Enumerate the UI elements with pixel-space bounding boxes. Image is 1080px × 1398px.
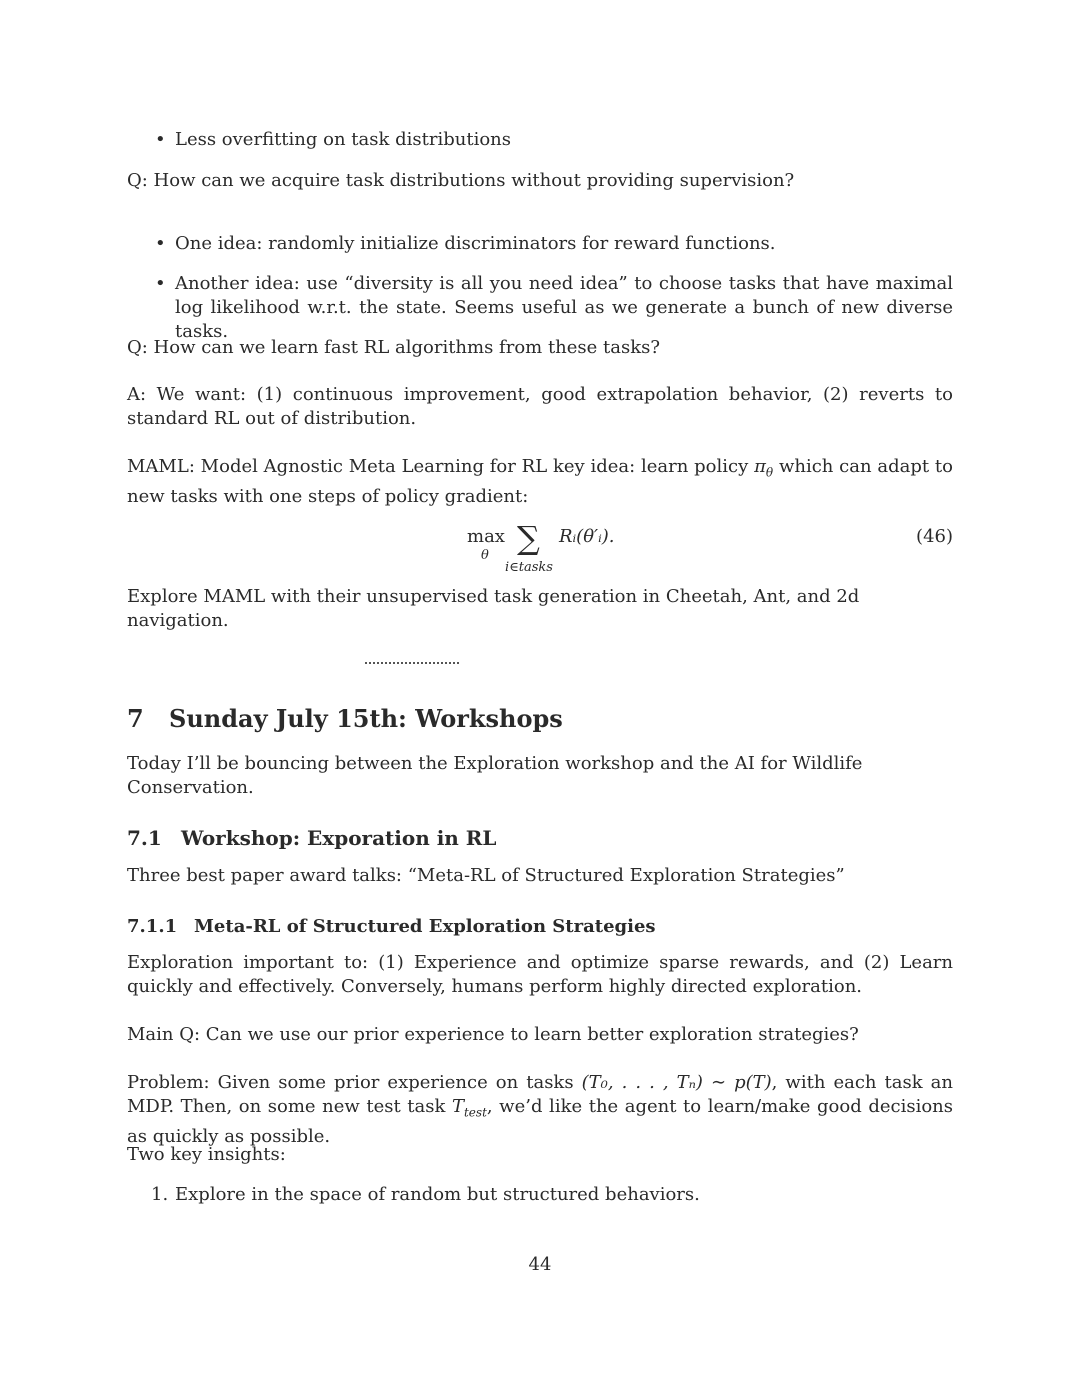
subsubsection-number: 7.1.1 xyxy=(127,916,178,937)
answer-paragraph: A: We want: (1) continuous improvement, good extrapolation behavior, (2) reverts to standard RL out of distribution. xyxy=(127,384,953,429)
paragraph: Main Q: Can we use our prior experience to learn better exploration strategies? xyxy=(127,1024,859,1045)
maml-text: MAML: Model Agnostic Meta Learning for RL key idea: learn policy xyxy=(127,456,755,477)
list-item xyxy=(155,128,953,152)
maml-paragraph xyxy=(127,455,953,509)
list-item xyxy=(151,1183,953,1207)
paragraph: Today I’ll be bouncing between the Exploration workshop and the AI for Wildlife Conservation. xyxy=(127,753,863,798)
section-heading xyxy=(127,704,953,734)
subsubsection-title: Meta-RL of Structured Exploration Strategies xyxy=(194,916,656,937)
section-title: Sunday July 15th: Workshops xyxy=(169,704,563,733)
list-item xyxy=(155,272,953,344)
max-operator: max xyxy=(467,526,505,547)
list-item-text: Explore in the space of random but structured behaviors. xyxy=(175,1184,700,1205)
test-task-symbol: T xyxy=(451,1096,464,1117)
question-paragraph: Q: How can we acquire task distributions without providing supervision? xyxy=(127,170,795,191)
question-paragraph: Q: How can we learn fast RL algorithms from these tasks? xyxy=(127,337,661,358)
equation-46 xyxy=(127,518,953,578)
policy-symbol: π xyxy=(754,456,766,477)
subsubsection-heading xyxy=(127,915,953,939)
equation-number: (46) xyxy=(916,526,953,547)
paragraph: Three best paper award talks: “Meta-RL of Structured Exploration Strategies” xyxy=(127,865,845,886)
test-task-subscript: test xyxy=(463,1105,487,1120)
paragraph: Explore MAML with their unsupervised task generation in Cheetah, Ant, and 2d navigation. xyxy=(127,586,860,631)
policy-subscript: θ xyxy=(765,465,774,480)
list-item xyxy=(155,232,953,256)
problem-text: Problem: Given some prior experience on tasks xyxy=(127,1072,582,1093)
list-item-text: One idea: randomly initialize discriminators for reward functions. xyxy=(175,233,776,254)
bullet-icon: • xyxy=(155,233,166,254)
max-subscript: θ xyxy=(481,548,489,563)
subsection-number: 7.1 xyxy=(127,826,162,850)
sum-symbol: ∑ xyxy=(517,519,540,557)
paragraph: Two key insights: xyxy=(127,1144,286,1165)
equation-expression: Rᵢ(θ′ᵢ). xyxy=(559,526,615,547)
bullet-icon: • xyxy=(155,273,166,294)
subsection-title: Workshop: Exporation in RL xyxy=(181,826,497,850)
list-number: 1. xyxy=(151,1184,169,1205)
sum-subscript: i∈tasks xyxy=(505,560,553,575)
problem-text: , we’d like the agent to learn/make good decisions as quickly as possible. xyxy=(127,1096,953,1147)
section-number: 7 xyxy=(127,704,144,733)
maml-text: which can adapt to new tasks with one steps of policy gradient: xyxy=(127,456,953,507)
paragraph: Exploration important to: (1) Experience and optimize sparse rewards, and (2) Learn quickly and effectively. Conversely, humans perform highly directed exploration. xyxy=(127,952,953,997)
list-item-text: Another idea: use “diversity is all you need idea” to choose tasks that have maximal log likelihood w.r.t. the state. Seems useful as we generate a bunch of new diverse tasks. xyxy=(175,273,953,342)
section-divider xyxy=(365,662,459,664)
list-item-text: Less overfitting on task distributions xyxy=(175,129,511,150)
bullet-icon: • xyxy=(155,129,166,150)
page-number: 44 xyxy=(528,1254,552,1275)
task-set-math: (T₀, . . . , Tₙ) ∼ p(T) xyxy=(581,1072,772,1093)
subsection-heading xyxy=(127,825,953,851)
problem-paragraph xyxy=(127,1071,953,1149)
problem-text: , with each task an MDP. Then, on some new test task xyxy=(127,1072,954,1117)
